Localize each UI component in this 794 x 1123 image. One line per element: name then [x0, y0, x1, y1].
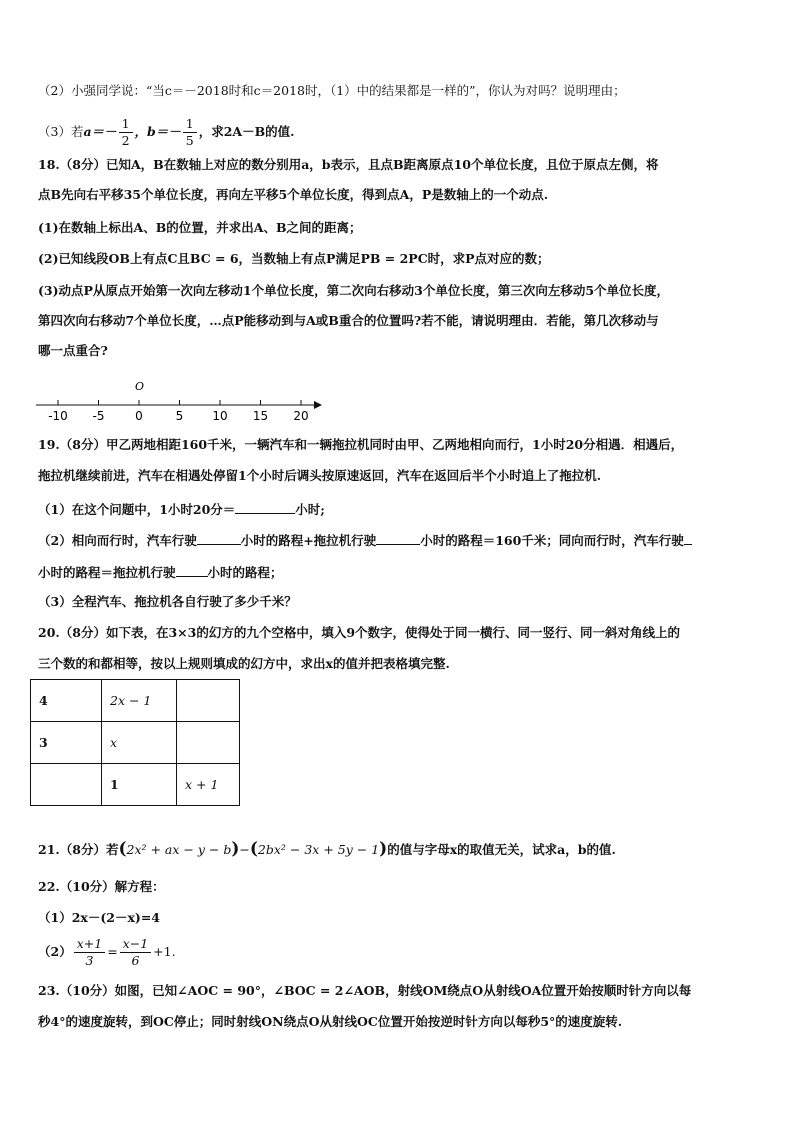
q22-part1: （1）2x－(2－x)=4	[38, 910, 160, 925]
table-cell[interactable]: 4	[31, 680, 102, 722]
q18-part3-line3: 哪一点重合?	[38, 343, 108, 358]
tick-label: 10	[212, 409, 228, 423]
tick-label: 15	[252, 409, 269, 423]
table-cell[interactable]: 1	[102, 764, 177, 806]
number-line-svg	[36, 378, 326, 424]
q23-line1: 23.（10分）如图，已知∠AOC = 90°，∠BOC = 2∠AOB，射线OM绕点O从射线OA位置开始按顺时针方向以每	[38, 983, 692, 998]
answer-blank[interactable]	[684, 530, 692, 545]
q19-part3: （3）全程汽车、拖拉机各自行驶了多少千米？	[38, 594, 297, 609]
q19-line1: 19.（8分）甲乙两地相距160千米，一辆汽车和一辆拖拉机同时由甲、乙两地相向而行，1小时20分相遇．相遇后，	[38, 437, 684, 452]
q20-line1: 20.（8分）如下表，在3×3的幻方的九个空格中，填入9个数字，使得处于同一横行、同一竖行、同一斜对角线上的	[38, 625, 681, 640]
magic-square-table	[30, 679, 240, 806]
q22-part2: （2） $\frac{x+1}{3}$ = $\frac{x-1}{6}$ +1.	[38, 936, 176, 968]
origin-label: O	[135, 380, 145, 393]
q18-line2: 点B先向右平移35个单位长度，再向左平移5个单位长度，得到点A，P是数轴上的一个动点.	[38, 187, 549, 202]
tick-label: 20	[293, 409, 309, 423]
table-cell[interactable]: x	[102, 722, 177, 764]
q19-part1: （1）在这个问题中，1小时20分＝ 小时;	[38, 499, 764, 519]
tick-label: -5	[92, 409, 105, 423]
table-cell[interactable]	[177, 680, 240, 722]
q22-title: 22.（10分）解方程：	[38, 879, 165, 894]
q17-part3: （3）若a＝－ $\frac{1}{2}$ ，b＝－ $\frac{1}{5}$ ，求2A－B的值.	[38, 116, 295, 148]
q18-line1: 18.（8分）已知A，B在数轴上对应的数分别用a，b表示，且点B距离原点10个单位长度，且位于原点左侧，将	[38, 157, 659, 172]
q18-part3-line2: 第四次向右移动7个单位长度，…点P能移动到与A或B重合的位置吗?若不能，请说明理由．若能，第几次移动与	[38, 313, 659, 328]
answer-blank[interactable]	[235, 499, 295, 514]
table-row	[31, 764, 240, 806]
table-row	[31, 722, 240, 764]
q18-part2: (2)已知线段OB上有点C且BC = 6，当数轴上有点P满足PB = 2PC时，求P点对应的数；	[38, 251, 550, 266]
fraction-left: $\frac{x+1}{3}$	[74, 936, 105, 969]
tick-label: 5	[175, 409, 184, 423]
q19-part2-cont: 小时的路程＝拖拉机行驶 小时的路程；	[38, 562, 764, 582]
table-cell[interactable]: x + 1	[177, 764, 240, 806]
answer-blank[interactable]	[197, 530, 241, 545]
axis-arrow	[314, 401, 322, 409]
q21-text: 21.（8分）若(2x² + ax − y − b)−(2bx² − 3x + 5y − 1)的值与字母x的取值无关，试求a，b的值.	[38, 839, 616, 859]
tick-label: 0	[135, 409, 143, 423]
q19-line2: 拖拉机继续前进，汽车在相遇处停留1个小时后调头按原速返回，汽车在返回后半个小时追上了拖拉机.	[38, 468, 602, 483]
q18-part3-line1: (3)动点P从原点开始第一次向左移动1个单位长度，第二次向右移动3个单位长度，第三次向左移动5个单位长度，	[38, 283, 670, 298]
axis-ticks	[48, 400, 308, 423]
q17-part2: （2）小强同学说：“当c＝－2018时和c＝2018时，（1）中的结果都是一样的”，你认为对吗？说明理由；	[38, 83, 626, 98]
q20-line2: 三个数的和都相等，按以上规则填成的幻方中，求出x的值并把表格填完整.	[38, 656, 450, 671]
answer-blank[interactable]	[176, 562, 208, 577]
table-cell[interactable]	[31, 764, 102, 806]
answer-blank[interactable]	[376, 530, 420, 545]
table-row	[31, 680, 240, 722]
tick-label: -10	[48, 409, 68, 423]
table-cell[interactable]: 2x − 1	[102, 680, 177, 722]
fraction-right: $\frac{x-1}{6}$	[120, 936, 151, 969]
q23-line2: 秒4°的速度旋转，到OC停止；同时射线ON绕点O从射线OC位置开始按逆时针方向以每秒5°的速度旋转.	[38, 1014, 623, 1029]
table-cell[interactable]	[177, 722, 240, 764]
table-cell[interactable]: 3	[31, 722, 102, 764]
fraction-b: $\frac{1}{5}$	[183, 116, 197, 149]
fraction-a: $\frac{1}{2}$	[119, 116, 133, 149]
q18-part1: (1)在数轴上标出A、B的位置，并求出A、B之间的距离；	[38, 220, 362, 235]
q19-part2: （2）相向而行时，汽车行驶 小时的路程+拖拉机行驶 小时的路程＝160千米；同向而行时，汽车行驶	[38, 530, 764, 550]
